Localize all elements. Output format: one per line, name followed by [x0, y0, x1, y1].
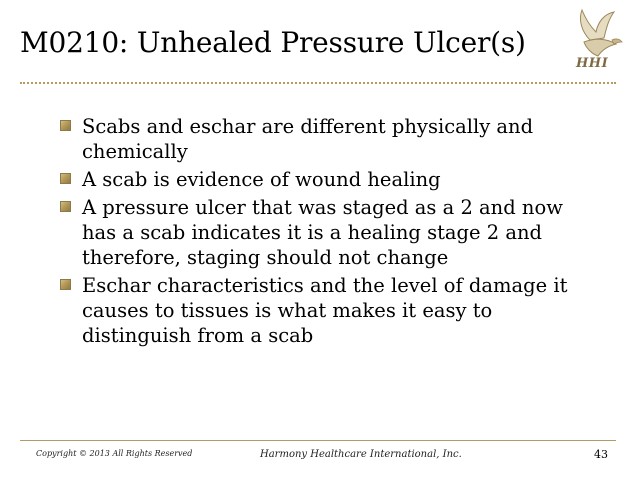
slide-title: M0210: Unhealed Pressure Ulcer(s): [20, 26, 526, 59]
company-logo: [560, 6, 632, 86]
slide-footer: [20, 440, 616, 465]
page-number: 43: [594, 448, 608, 461]
square-bullet-icon: [60, 173, 71, 184]
footer-company: Harmony Healthcare International, Inc.: [260, 449, 462, 460]
bullet-item: [82, 273, 602, 348]
square-bullet-icon: [60, 120, 71, 131]
bullet-text: A scab is evidence of wound healing: [82, 168, 441, 191]
bullet-text: Scabs and eschar are different physically and chemically: [82, 115, 534, 163]
dove-logo-icon: [560, 6, 632, 86]
bullet-list: [82, 114, 602, 351]
footer-copyright: Copyright © 2013 All Rights Reserved: [36, 449, 193, 458]
bullet-item: [82, 167, 602, 192]
square-bullet-icon: [60, 279, 71, 290]
title-divider: [20, 82, 616, 84]
bullet-item: [82, 195, 602, 270]
bullet-text: Eschar characteristics and the level of damage it causes to tissues is what makes it easy to distinguish from a scab: [82, 274, 568, 347]
bullet-item: [82, 114, 602, 164]
bullet-text: A pressure ulcer that was staged as a 2 and now has a scab indicates it is a healing stage 2 and therefore, staging should not change: [82, 196, 563, 269]
square-bullet-icon: [60, 201, 71, 212]
logo-text: HHI: [576, 56, 609, 71]
